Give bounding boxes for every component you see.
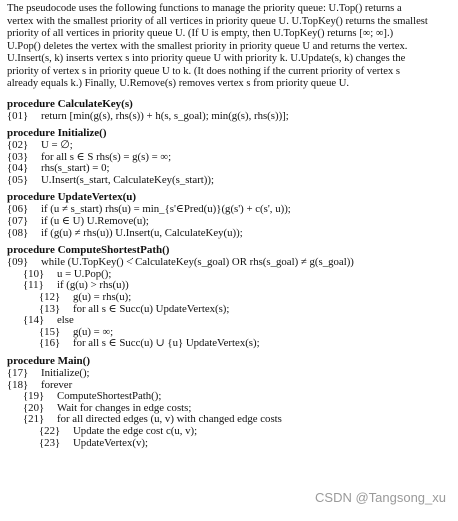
line-text: for all directed edges (u, v) with changed edge costs xyxy=(57,414,282,426)
line-text: UpdateVertex(v); xyxy=(73,437,148,449)
code-line xyxy=(7,292,455,304)
line-text: forever xyxy=(41,379,73,391)
code-line xyxy=(7,269,455,281)
line-number: {16} xyxy=(39,338,61,350)
procedure-title: procedure ComputeShortestPath() xyxy=(7,244,170,257)
code-line xyxy=(7,368,455,380)
code-line xyxy=(7,315,455,327)
line-number: {13} xyxy=(39,303,61,315)
line-number: {08} xyxy=(7,227,29,239)
line-text: for all s ∈ S rhs(s) = g(s) = ∞; xyxy=(41,151,172,163)
document-page xyxy=(7,3,455,449)
intro-line: already equals k.) Finally, U.Remove(s) removes vertex s from priority queue U. xyxy=(7,78,350,89)
code-line xyxy=(7,403,455,415)
line-number: {14} xyxy=(23,315,45,327)
line-text: if (g(u) > rhs(u)) xyxy=(57,280,129,292)
procedure-title: procedure Main() xyxy=(7,355,90,367)
code-line xyxy=(7,152,455,164)
line-text: if (u ∈ U) U.Remove(u); xyxy=(41,216,149,228)
line-number: {19} xyxy=(23,391,45,403)
line-text: U = ∅; xyxy=(41,140,73,152)
line-number: {22} xyxy=(39,425,61,437)
line-number: {12} xyxy=(39,292,61,304)
code-line xyxy=(7,257,455,269)
line-number: {02} xyxy=(7,140,29,152)
code-line xyxy=(7,111,455,123)
intro-line: U.Pop() deletes the vertex with the smallest priority in priority queue U and returns the vertex. xyxy=(7,40,408,52)
line-text: Wait for changes in edge costs; xyxy=(57,402,192,414)
line-text: if (u ≠ s_start) rhs(u) = min_{s'∈Pred(u)}(g(s') + c(s', u)); xyxy=(41,204,291,216)
line-number: {09} xyxy=(7,257,29,269)
line-number: {23} xyxy=(39,437,61,449)
line-text: Update the edge cost c(u, v); xyxy=(73,425,198,437)
line-text: for all s ∈ Succ(u) UpdateVertex(s); xyxy=(73,303,230,315)
intro-line: priority of all vertices in priority queue U. (If U is empty, then U.TopKey() returns [∞; ∞].) xyxy=(7,28,394,39)
line-number: {10} xyxy=(23,268,45,280)
line-text: ComputeShortestPath(); xyxy=(57,391,162,403)
line-number: {01} xyxy=(7,110,29,122)
code-line xyxy=(7,280,455,292)
code-line xyxy=(7,140,455,152)
code-line xyxy=(7,175,455,187)
procedure-title: procedure CalculateKey(s) xyxy=(7,97,133,110)
line-text: rhs(s_start) = 0; xyxy=(41,163,110,175)
watermark: CSDN @Tangsong_xu xyxy=(315,490,446,505)
line-text: g(u) = rhs(u); xyxy=(73,292,132,304)
pseudocode-block xyxy=(7,97,455,450)
line-text: u = U.Pop(); xyxy=(57,268,112,280)
line-text: if (g(u) ≠ rhs(u)) U.Insert(u, CalculateKey(u)); xyxy=(41,227,243,239)
line-text: while (U.TopKey() <̇ CalculateKey(s_goal) OR rhs(s_goal) ≠ g(s_goal)) xyxy=(41,257,354,269)
line-text: g(u) = ∞; xyxy=(73,326,114,338)
code-line xyxy=(7,338,455,350)
line-number: {18} xyxy=(7,379,29,391)
intro-line: U.Insert(s, k) inserts vertex s into priority queue U with priority k. U.Update(s, k) changes the xyxy=(7,53,406,64)
intro-line: vertex with the smallest priority of all vertices in priority queue U. U.TopKey() returns the smallest xyxy=(7,15,428,27)
line-number: {21} xyxy=(23,414,45,426)
code-line xyxy=(7,391,455,403)
line-text: Initialize(); xyxy=(41,368,90,379)
intro-paragraph xyxy=(7,3,455,91)
code-line xyxy=(7,438,455,450)
line-number: {11} xyxy=(23,280,44,292)
line-number: {04} xyxy=(7,163,29,175)
line-text: else xyxy=(57,315,74,327)
code-line xyxy=(7,216,455,228)
line-number: {05} xyxy=(7,174,29,186)
code-line xyxy=(7,327,455,339)
intro-line: The pseudocode uses the following functions to manage the priority queue: U.Top() returns a xyxy=(7,3,402,14)
line-number: {20} xyxy=(23,402,45,414)
line-text: U.Insert(s_start, CalculateKey(s_start)); xyxy=(41,174,214,186)
line-number: {15} xyxy=(39,326,61,338)
code-line xyxy=(7,380,455,392)
line-number: {07} xyxy=(7,216,29,228)
line-text: return [min(g(s), rhs(s)) + h(s, s_goal); min(g(s), rhs(s))]; xyxy=(41,110,289,122)
procedure-title: procedure UpdateVertex(u) xyxy=(7,191,137,204)
procedure-title: procedure Initialize() xyxy=(7,127,107,140)
code-line xyxy=(7,426,455,438)
code-line xyxy=(7,228,455,240)
code-line xyxy=(7,163,455,175)
line-number: {06} xyxy=(7,204,29,216)
intro-line: priority of vertex s in priority queue U to k. (It does nothing if the current priority of vertex s xyxy=(7,65,401,77)
line-number: {03} xyxy=(7,151,29,163)
line-number: {17} xyxy=(7,368,29,379)
code-line xyxy=(7,204,455,216)
line-text: for all s ∈ Succ(u) ∪ {u} UpdateVertex(s); xyxy=(73,338,260,350)
code-line xyxy=(7,414,455,426)
code-line xyxy=(7,304,455,316)
